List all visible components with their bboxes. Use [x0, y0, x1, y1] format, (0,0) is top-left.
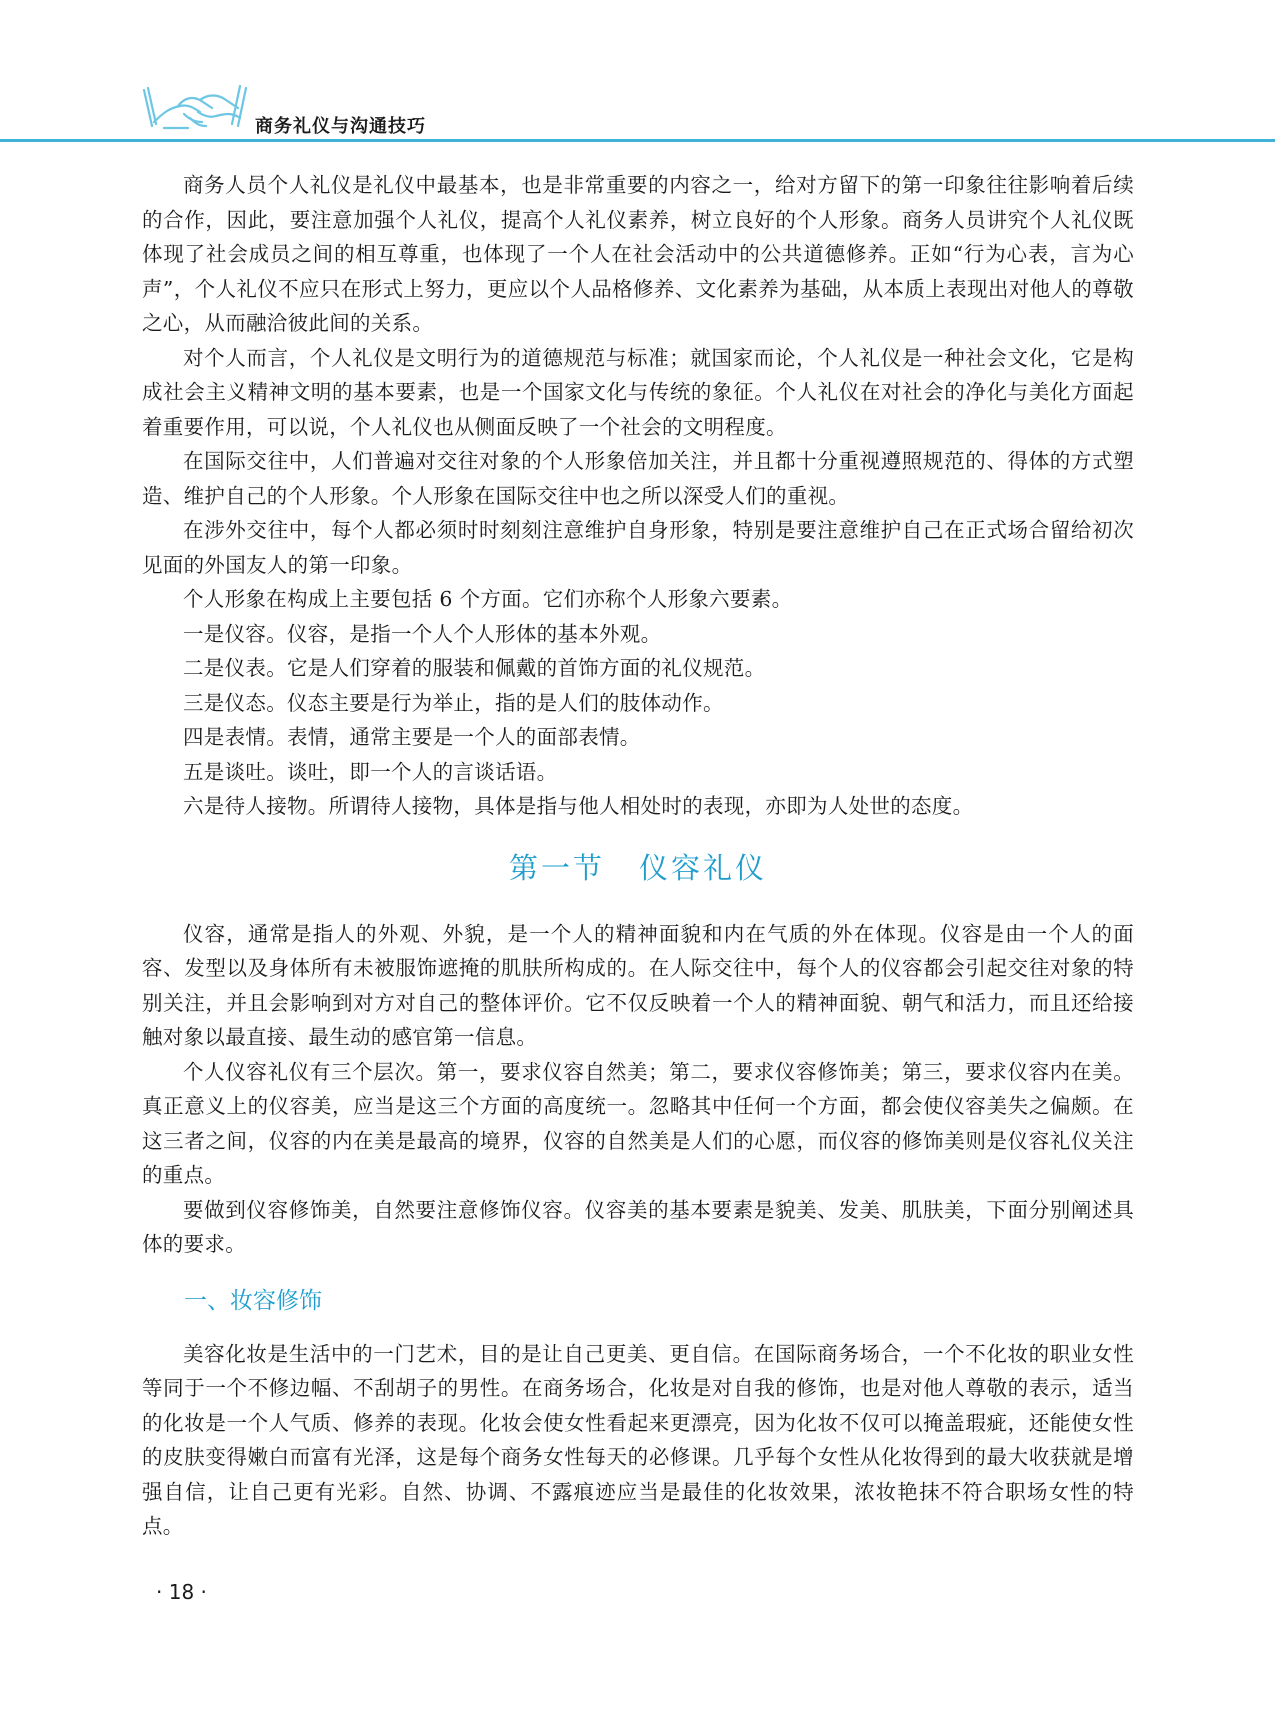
paragraph: 个人仪容礼仪有三个层次。第一，要求仪容自然美；第二，要求仪容修饰美；第三，要求仪容内在美。真正意义上的仪容美，应当是这三个方面的高度统一。忽略其中任何一个方面，都会使仪容美失之偏颇。在这三者之间，仪容的内在美是最高的境界，仪容的自然美是人们的心愿，而仪容的修饰美则是仪容礼仪关注的重点。: [142, 1059, 1134, 1187]
section-body: [142, 917, 1134, 1262]
list-item: 六是待人接物。所谓待人接物，具体是指与他人相处时的表现，亦即为人处世的态度。: [183, 794, 974, 818]
section-heading: [142, 846, 1134, 887]
paragraph: 对个人而言，个人礼仪是文明行为的道德规范与标准；就国家而论，个人礼仪是一种社会文化，它是构成社会主义精神文明的基本要素，也是一个国家文化与传统的象征。个人礼仪在对社会的净化与美化方面起着重要作用，可以说，个人礼仪也从侧面反映了一个社会的文明程度。: [142, 345, 1134, 439]
paragraph: 商务人员个人礼仪是礼仪中最基本，也是非常重要的内容之一，给对方留下的第一印象往往影响着后续的合作，因此，要注意加强个人礼仪，提高个人礼仪素养，树立良好的个人形象。商务人员讲究个人礼仪既体现了社会成员之间的相互尊重，也体现了一个人在社会活动中的公共道德修养。正如“行为心表，言为心声”，个人礼仪不应只在形式上努力，更应以个人品格修养、文化素养为基础，从本质上表现出对他人的尊敬之心，从而融洽彼此间的关系。: [142, 173, 1134, 335]
header-rule: [0, 139, 1275, 142]
paragraph: 在涉外交往中，每个人都必须时时刻刻注意维护自身形象，特别是要注意维护自己在正式场合留给初次见面的外国友人的第一印象。: [142, 518, 1134, 577]
list-item: 二是仪表。它是人们穿着的服装和佩戴的首饰方面的礼仪规范。: [183, 656, 766, 680]
list-item: 三是仪态。仪态主要是行为举止，指的是人们的肢体动作。: [183, 690, 724, 715]
paragraph: 美容化妆是生活中的一门艺术，目的是让自己更美、更自信。在国际商务场合，一个不化妆的职业女性等同于一个不修边幅、不刮胡子的男性。在商务场合，化妆是对自我的修饰，也是对他人尊敬的表示，适当的化妆是一个人气质、修养的表现。化妆会使女性看起来更漂亮，因为化妆不仅可以掩盖瑕疵，还能使女性的皮肤变得嫩白而富有光泽，这是每个商务女性每天的必修课。几乎每个女性从化妆得到的最大收获就是增强自信，让自己更有光彩。自然、协调、不露痕迹应当是最佳的化妆效果，浓妆艳抹不符合职场女性的特点。: [142, 1341, 1134, 1538]
paragraph: 仪容，通常是指人的外观、外貌，是一个人的精神面貌和内在气质的外在体现。仪容是由一个人的面容、发型以及身体所有未被服饰遮掩的肌肤所构成的。在人际交往中，每个人的仪容都会引起交往对象的特别关注，并且会影响到对方对自己的整体评价。它不仅反映着一个人的精神面貌、朝气和活力，而且还给接触对象以最直接、最生动的感官第一信息。: [142, 921, 1134, 1049]
section-number: 第一节: [508, 850, 605, 885]
subsection-heading: 一、妆容修饰: [184, 1287, 322, 1314]
paragraph: 要做到仪容修饰美，自然要注意修饰仪容。仪容美的基本要素是貌美、发美、肌肤美，下面分别阐述具体的要求。: [142, 1197, 1134, 1256]
page-content: [142, 168, 1134, 1544]
paragraph: 在国际交往中，人们普遍对交往对象的个人形象倍加关注，并且都十分重视遵照规范的、得体的方式塑造、维护自己的个人形象。个人形象在国际交往中也之所以深受人们的重视。: [142, 449, 1134, 508]
page-header: [0, 0, 1275, 145]
paragraph: 个人形象在构成上主要包括 6 个方面。它们亦称个人形象六要素。: [183, 587, 793, 611]
list-item: 五是谈吐。谈吐，即一个人的言谈话语。: [183, 759, 558, 784]
list-item: 一是仪容。仪容，是指一个人个人形体的基本外观。: [183, 621, 662, 646]
section-title: 仪容礼仪: [639, 850, 768, 885]
page-number: · 18 ·: [156, 1580, 207, 1604]
header-book-title: 商务礼仪与沟通技巧: [255, 116, 426, 137]
list-item: 四是表情。表情，通常主要是一个人的面部表情。: [183, 725, 641, 749]
subsection-body: [142, 1337, 1134, 1544]
handshake-icon: [140, 78, 255, 134]
intro-block: [142, 168, 1134, 824]
